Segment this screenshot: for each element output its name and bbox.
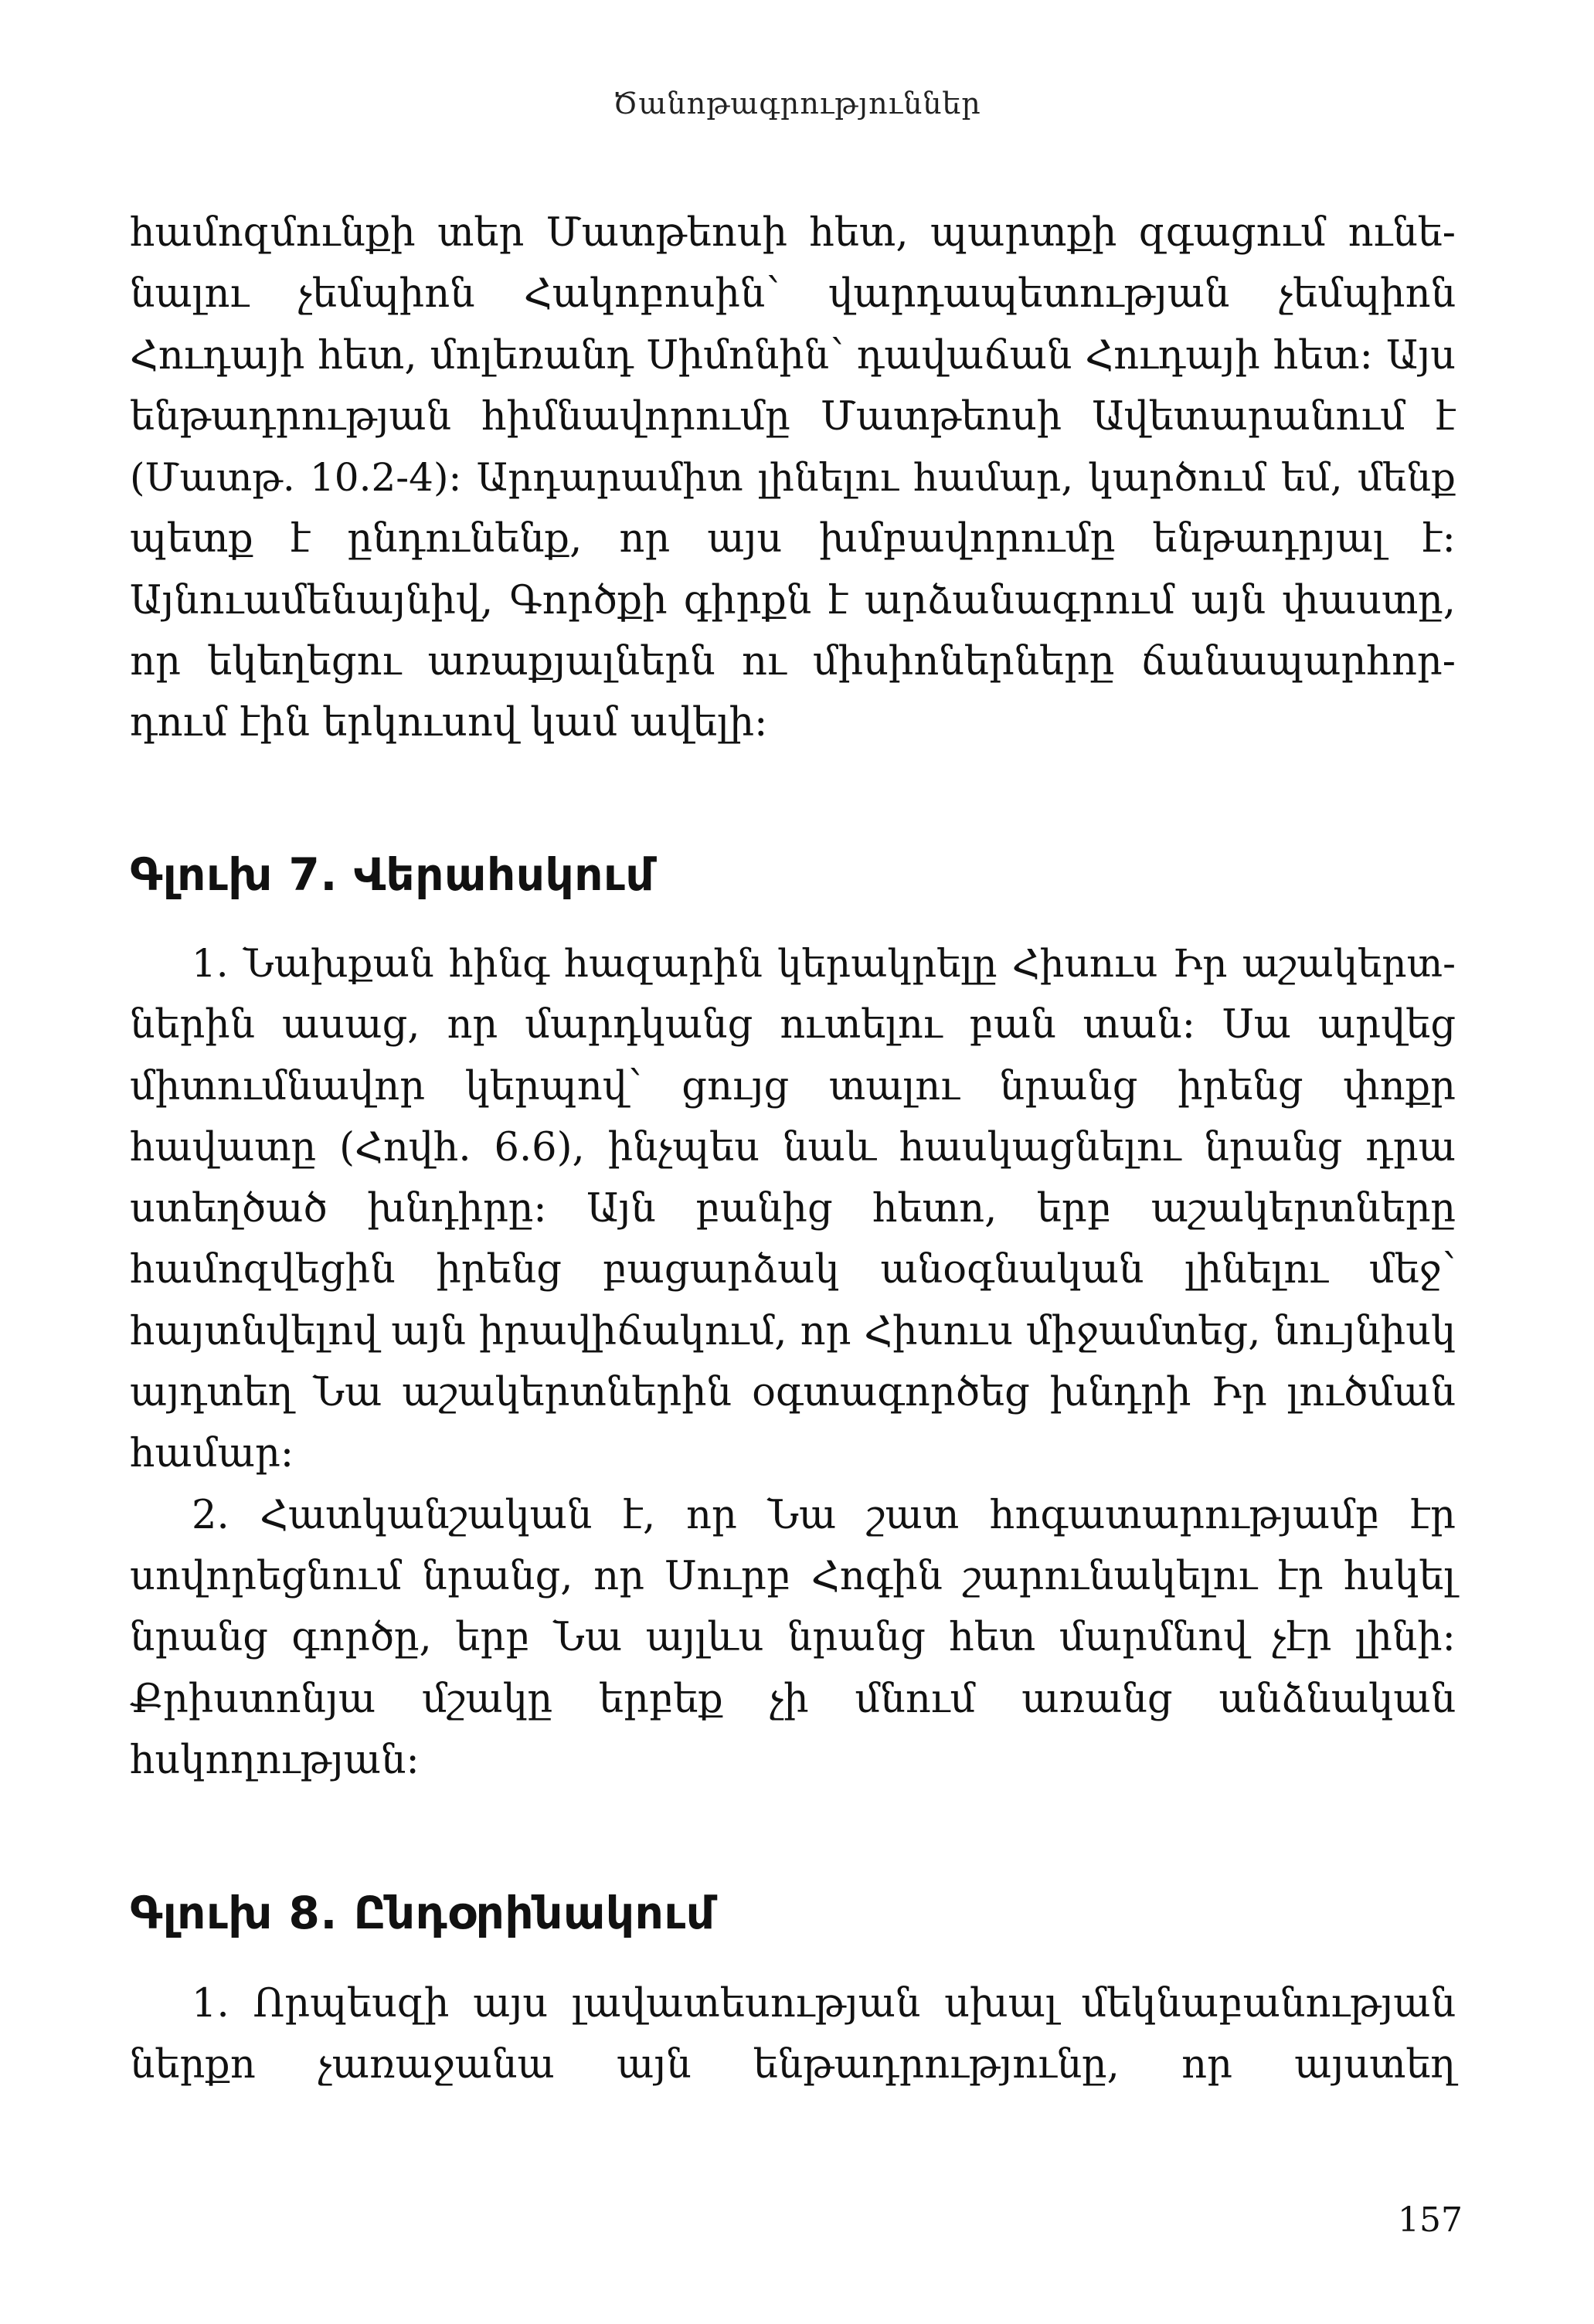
text-line: ենթադրության հիմնավորումը Մատթեոսի Ավետարանում է: [130, 393, 1456, 440]
text-line: ներին ասաց, որ մարդկանց ուտելու բան տան։ Սա արվեց: [130, 1002, 1456, 1048]
text-line: միտումնավոր կերպով՝ ցույց տալու նրանց իրենց փոքր: [130, 1063, 1456, 1109]
text-line: 1. Որպեսզի այս լավատեսության սխալ մեկնաբանության: [192, 1981, 1456, 2027]
text-line: հսկողության։: [130, 1737, 420, 1783]
text-line: հայտնվելով այն իրավիճակում, որ Հիսուս միջամտեց, նույնիսկ: [130, 1308, 1456, 1354]
text-line: նրանց գործը, երբ Նա այլևս նրանց հետ մարմնով չէր լինի։: [130, 1615, 1456, 1661]
running-header: Ծանոթագրություններ: [613, 87, 981, 121]
text-line: 2. Հատկանշական է, որ Նա շատ հոգատարությամբ էր: [192, 1492, 1456, 1538]
chapter-7-heading: Գլուխ 7. Վերահսկում: [130, 848, 655, 901]
text-line: համար։: [130, 1431, 294, 1477]
text-line: Այնուամենայնիվ, Գործքի գիրքն է արձանագրում այն փաստը,: [130, 577, 1456, 623]
paragraph-continuation: [130, 202, 1456, 754]
text-line: Հուդայի հետ, մոլեռանդ Սիմոնին՝ դավաճան Հուդայի հետ։ Այս: [130, 332, 1456, 379]
text-line: ներքո չառաջանա այն ենթադրությունը, որ այստեղ: [130, 2042, 1456, 2088]
chapter-8-heading: Գլուխ 8. Ընդօրինակում: [130, 1887, 715, 1939]
chapter-8-body: [130, 1973, 1456, 2096]
text-line: այդտեղ Նա աշակերտներին օգտագործեց խնդրի Իր լուծման: [130, 1370, 1456, 1416]
text-line: համոզվեցին իրենց բացարձակ անօգնական լինելու մեջ՝: [130, 1247, 1456, 1293]
text-line: Քրիստոնյա մշակը երբեք չի մնում առանց անձնական: [130, 1676, 1456, 1722]
text-line: դում էին երկուսով կամ ավելի։: [130, 700, 768, 746]
text-line: որ եկեղեցու առաքյալներն ու միսիոներները ճանապարհոր-: [130, 639, 1456, 685]
chapter-7-body: [130, 933, 1456, 1791]
text-line: 1. Նախքան հինգ հազարին կերակրելը Հիսուս Իր աշակերտ-: [192, 941, 1456, 986]
text-line: նալու չեմպիոն Հակոբոսին՝ վարդապետության չեմպիոն: [130, 271, 1456, 318]
text-line: համոզմունքի տեր Մատթեոսի հետ, պարտքի զգացում ունե-: [130, 210, 1456, 256]
text-line: հավատը (Հովհ. 6.6), ինչպես նաև հասկացնելու նրանց դրա: [130, 1124, 1456, 1170]
text-line: պետք է ընդունենք, որ այս խմբավորումը ենթադրյալ է։: [130, 516, 1456, 562]
text-line: (Մատթ. 10.2-4)։ Արդարամիտ լինելու համար, կարծում եմ, մենք: [130, 455, 1456, 501]
page-number: 157: [1398, 2200, 1463, 2240]
text-line: սովորեցնում նրանց, որ Սուրբ Հոգին շարունակելու էր հսկել: [130, 1553, 1456, 1599]
text-line: ստեղծած խնդիրը։ Այն բանից հետո, երբ աշակերտները: [130, 1186, 1456, 1232]
